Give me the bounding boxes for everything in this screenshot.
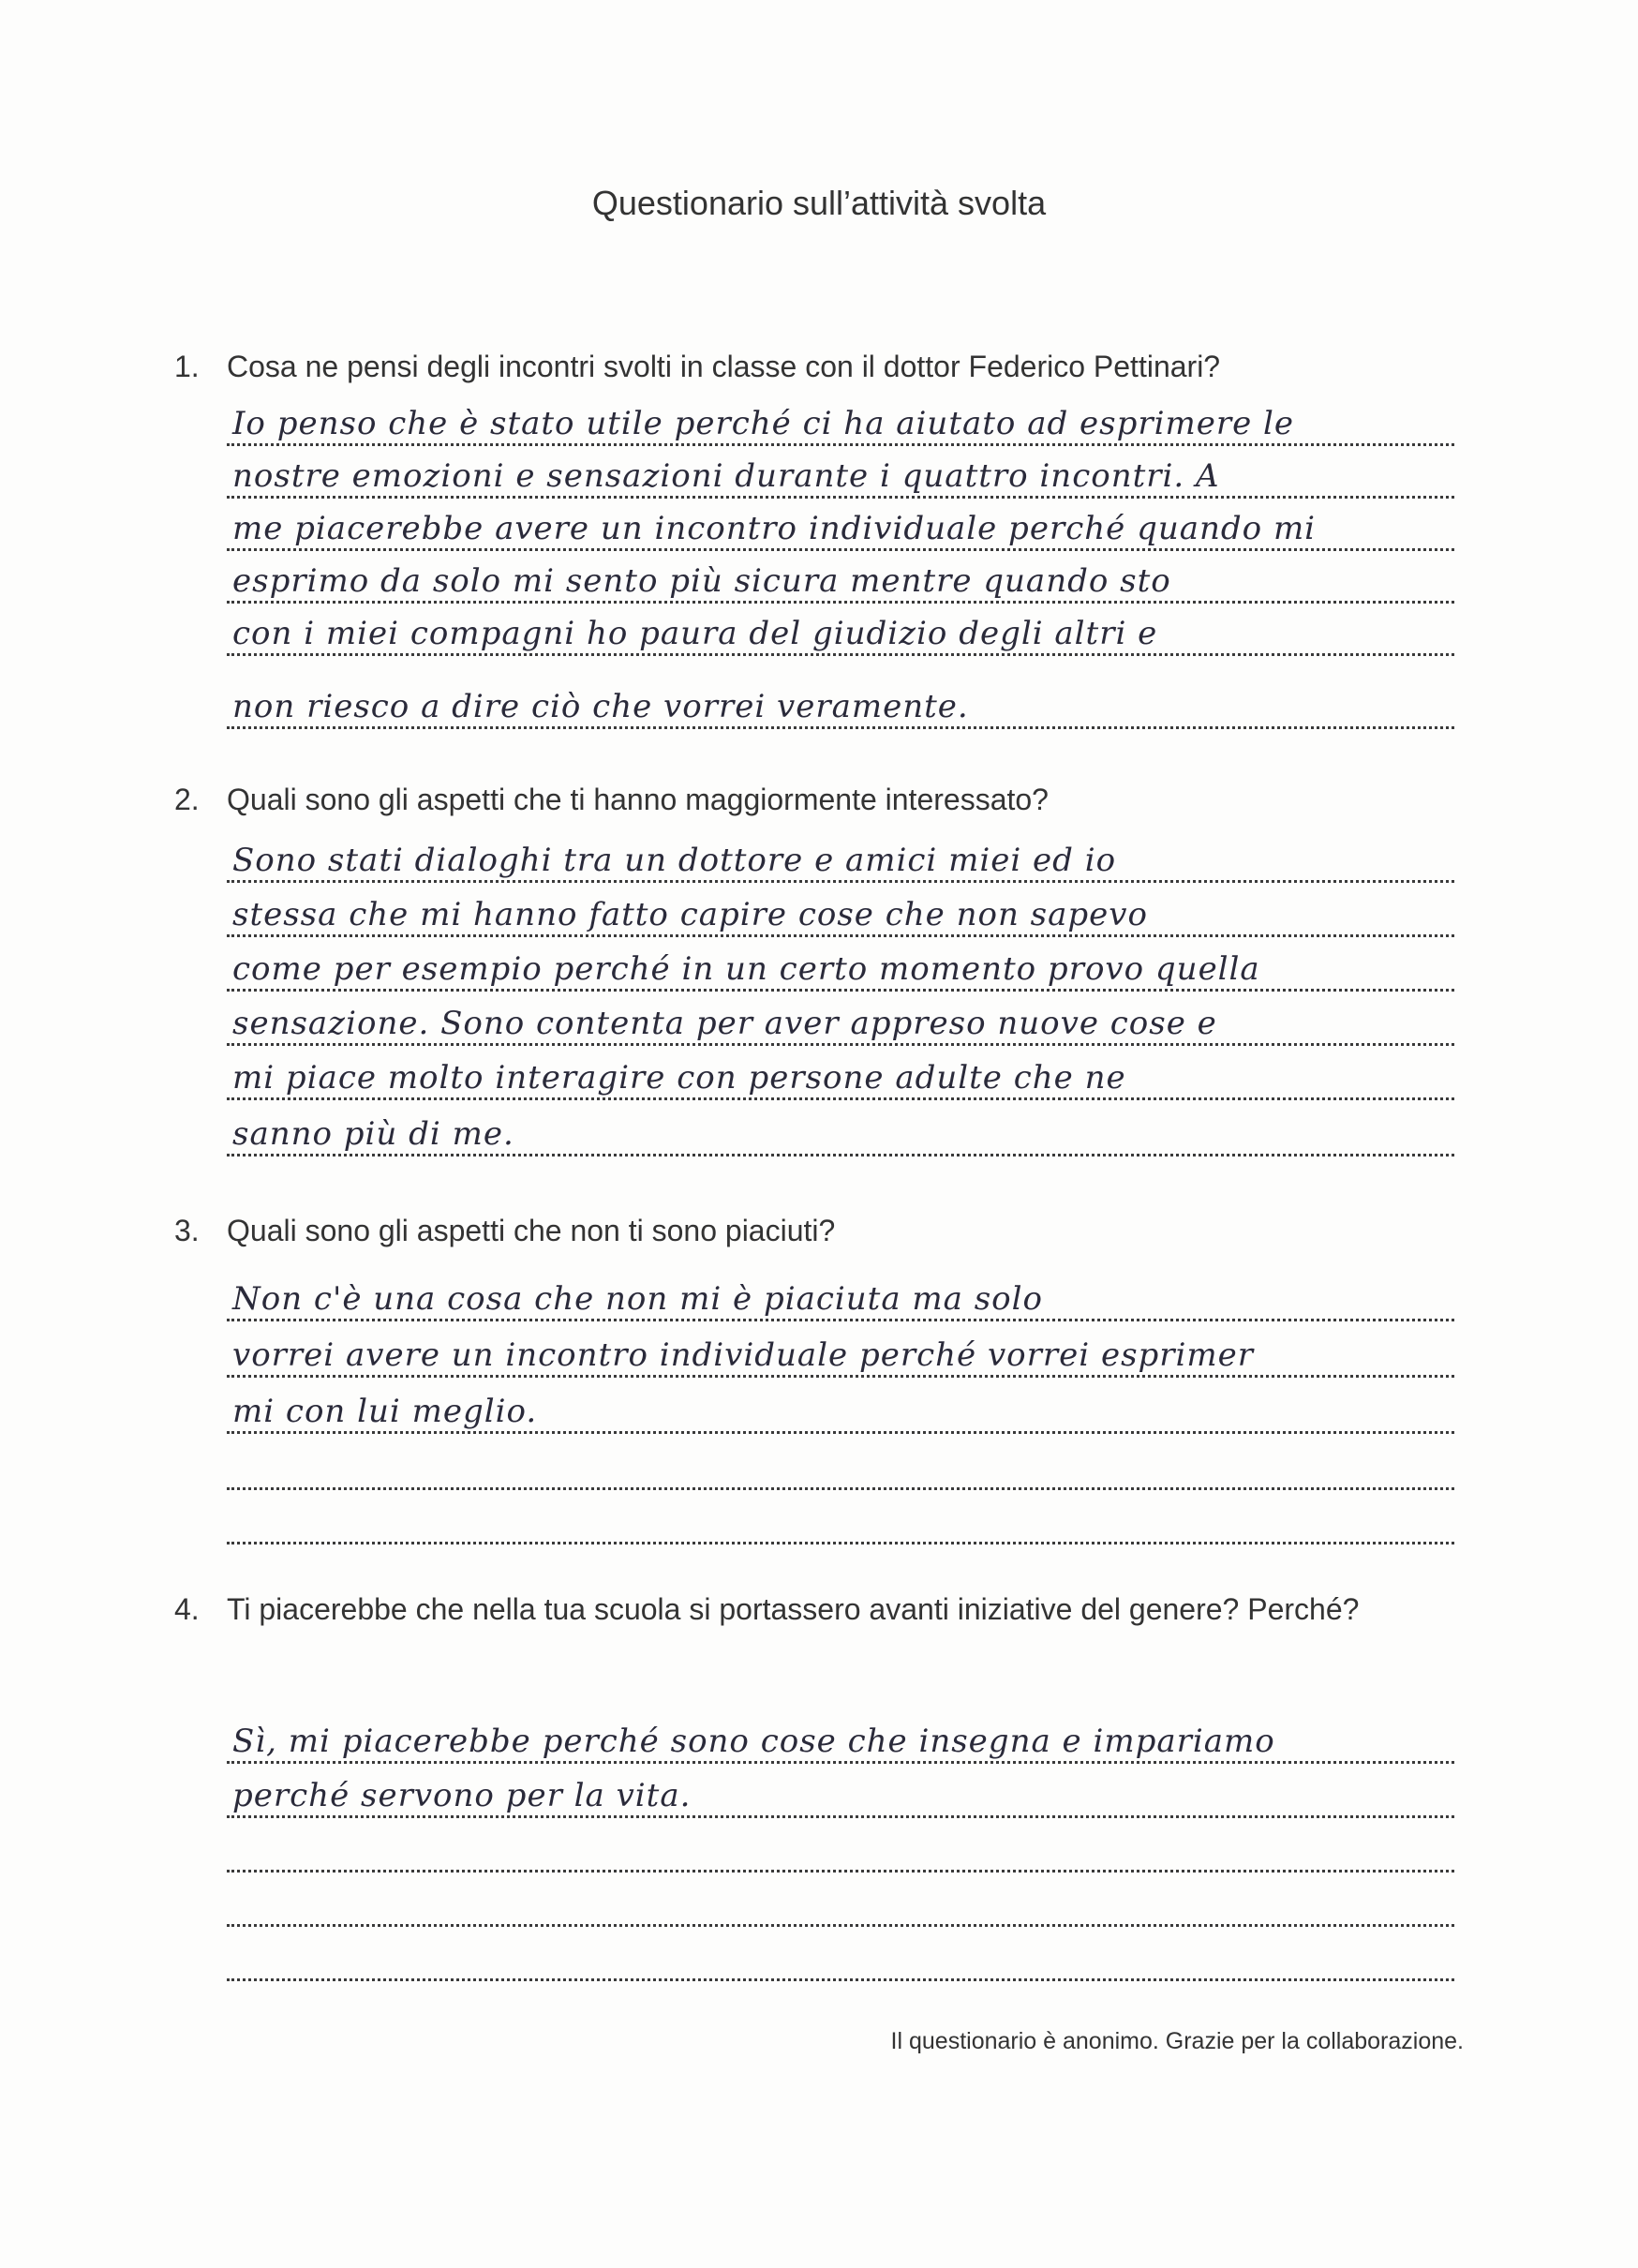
question-4 [174,1586,1467,1633]
handwritten-answer: me piacerebbe avere un incontro individuale perché quando mi [232,510,1317,547]
question-number: 2. [174,783,200,816]
handwritten-answer: Io penso che è stato utile perché ci ha aiutato ad esprimere le [232,405,1295,442]
answer-line[interactable] [227,842,1454,883]
answer-line[interactable] [227,1503,1454,1544]
question-number: 1. [174,350,200,383]
handwritten-answer: Sono stati dialoghi tra un dottore e amici miei ed io [232,842,1117,879]
question-3 [174,1207,1467,1254]
answer-line[interactable] [227,615,1454,656]
answer-line[interactable] [227,1336,1454,1378]
answer-line[interactable] [227,896,1454,937]
handwritten-answer: non riesco a dire ciò che vorrei veramente. [232,688,969,725]
handwritten-answer: sanno più di me. [232,1115,514,1153]
handwritten-answer: vorrei avere un incontro individuale perché vorrei esprimer [232,1336,1255,1374]
handwritten-answer: perché servono per la vita. [232,1777,692,1814]
answer-line[interactable] [227,510,1454,551]
answer-line[interactable] [227,1777,1454,1818]
handwritten-answer: sensazione. Sono contenta per aver appreso nuove cose e [232,1005,1217,1042]
question-text: Quali sono gli aspetti che ti hanno maggiormente interessato? [227,783,1049,816]
answer-line[interactable] [227,1940,1454,1981]
handwritten-answer: esprimo da solo mi sento più sicura mentre quando sto [232,562,1171,600]
handwritten-answer: Non c'è una cosa che non mi è piaciuta ma solo [232,1280,1043,1318]
answer-line[interactable] [227,1393,1454,1434]
question-text: Ti piacerebbe che nella tua scuola si portassero avanti iniziative del genere? Perché? [227,1592,1360,1626]
question-1 [174,343,1467,390]
question-number: 4. [174,1592,200,1626]
answer-line[interactable] [227,1115,1454,1156]
answer-line[interactable] [227,688,1454,729]
answer-line[interactable] [227,1831,1454,1873]
question-text: Quali sono gli aspetti che non ti sono piaciuti? [227,1214,836,1247]
answer-line[interactable] [227,1449,1454,1490]
answer-line[interactable] [227,457,1454,499]
answer-line[interactable] [227,1886,1454,1927]
handwritten-answer: Sì, mi piacerebbe perché sono cose che insegna e impariamo [232,1723,1275,1760]
question-text: Cosa ne pensi degli incontri svolti in classe con il dottor Federico Pettinari? [227,350,1221,383]
handwritten-answer: stessa che mi hanno fatto capire cose che non sapevo [232,896,1148,933]
answer-line[interactable] [227,405,1454,446]
handwritten-answer: con i miei compagni ho paura del giudizio degli altri e [232,615,1158,652]
handwritten-answer: come per esempio perché in un certo momento provo quella [232,950,1260,988]
page-title: Questionario sull’attività svolta [591,184,1047,222]
answer-line[interactable] [227,1005,1454,1046]
answer-line[interactable] [227,1059,1454,1100]
footer-note: Il questionario è anonimo. Grazie per la collaborazione. [890,2028,1464,2054]
handwritten-answer: nostre emozioni e sensazioni durante i quattro incontri. A [232,457,1220,495]
answer-line[interactable] [227,1280,1454,1321]
question-2 [174,776,1467,823]
question-number: 3. [174,1214,200,1247]
handwritten-answer: mi con lui meglio. [232,1393,538,1430]
answer-line[interactable] [227,950,1454,992]
answer-line[interactable] [227,562,1454,604]
answer-line[interactable] [227,1723,1454,1764]
handwritten-answer: mi piace molto interagire con persone adulte che ne [232,1059,1126,1097]
